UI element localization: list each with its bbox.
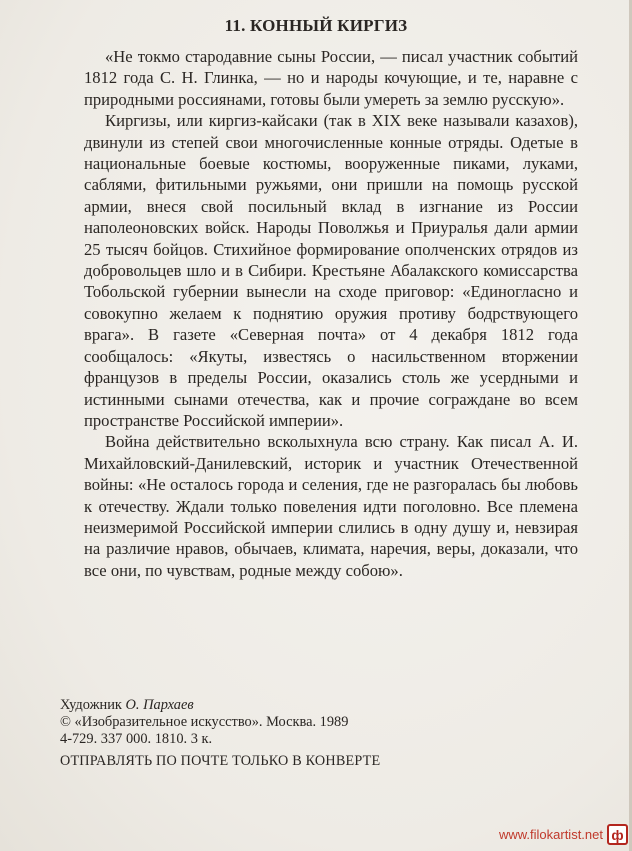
watermark[interactable]: [499, 824, 628, 845]
paragraph-3: Война действительно всколыхнула всю страну. Как писал А. И. Михайловский-Данилевский, историк и участник Отечественной войны: «Не осталось города и селения, где не разгоралась бы любовь к отечеству. Ждали только повеления идти поголовно. Все племена неизмеримой Российской империи слились в одну душу и, невзирая на различие нравов, обычаев, климата, наречия, веры, доказали, что все они, по чувствам, родные между собою».: [84, 432, 578, 580]
mail-instruction: ОТПРАВЛЯТЬ ПО ПОЧТЕ ТОЛЬКО В КОНВЕРТЕ: [60, 753, 381, 769]
filokartist-logo-icon: ф: [607, 824, 628, 845]
artist-line: [60, 697, 348, 714]
body-text: [84, 46, 578, 581]
page-title: 11. КОННЫЙ КИРГИЗ: [224, 16, 408, 35]
publisher-line: © «Изобразительное искусство». Москва. 1989: [60, 714, 349, 731]
paragraph-1: «Не токмо стародавние сыны России, — писал участник событий 1812 года С. Н. Глинка, — но и народы кочующие, и те, наравне с природными россиянами, готовы были умереть за землю русскую».: [84, 47, 578, 109]
print-codes: 4-729. 337 000. 1810. 3 к.: [60, 731, 213, 748]
credits: [60, 697, 348, 749]
artist-label: Художник: [60, 697, 122, 713]
artist-name: О. Пархаев: [125, 697, 194, 713]
paragraph-2: Киргизы, или киргиз-кайсаки (так в XIX веке называли казахов), двинули из степей свои многочисленные конные отряды. Одетые в национальные боевые костюмы, вооруженные пиками, луками, саблями, фитильными ружьями, они пришли на помощь русской армии, внеся свой посильный вклад в изгнание из России наполеоновских войск. Народы Поволжья и Приуралья дали армии 25 тысяч бойцов. Стихийное формирование ополченских отрядов из добровольцев шло и в Сибири. Крестьяне Абалакского комиссарства Тобольской губернии вынесли на сходе приговор: «Единогласно и совокупно желаем к поднятию оружия противу бодрствующего врага». В газете «Северная почта» от 4 декабря 1812 года сообщалось: «Якуты, известясь о насильственном вторжении французов в пределы России, оказались столь же усердными и истинными сынами отечества, как и прочие сограждане во всем пространстве Российской империи».: [84, 111, 578, 430]
watermark-url[interactable]: www.filokartist.net: [498, 827, 603, 842]
